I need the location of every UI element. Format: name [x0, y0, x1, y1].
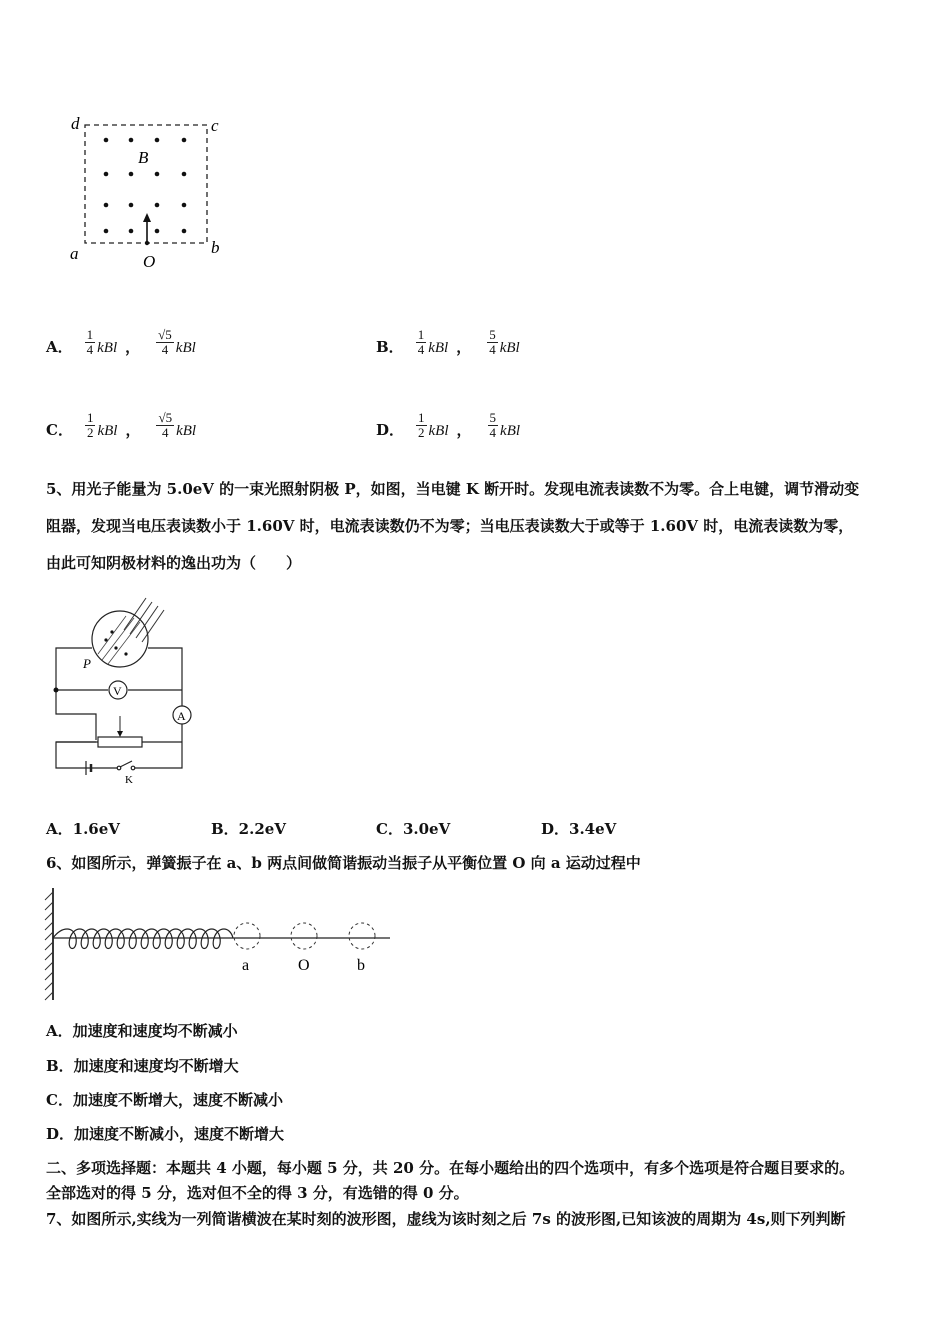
- q6-option-c[interactable]: C．加速度不断增大，速度不断减小: [46, 1091, 283, 1109]
- q4-option-c[interactable]: [46, 398, 196, 440]
- voltmeter: [109, 681, 127, 699]
- velocity-arrow: [143, 213, 151, 245]
- junction-dot: [54, 688, 59, 693]
- spring-oscillator-figure: [40, 886, 400, 1004]
- label-O: O: [143, 252, 156, 271]
- label-P: P: [83, 656, 91, 671]
- comma: ，: [456, 421, 472, 439]
- unit-kbl: kBl: [428, 340, 449, 356]
- q5-option-b[interactable]: B．2.2eV: [211, 820, 286, 838]
- magnetic-field-figure: [60, 110, 240, 275]
- q5-stem-line2: 阻器，发现当电压表读数小于 1.60V 时，电流表读数仍不为零；当电压表读数大于或等于 1.60V 时，电流表读数为零，: [46, 517, 854, 535]
- option-letter: B．: [376, 338, 404, 356]
- rheostat: [98, 716, 142, 747]
- option-letter: C．: [46, 421, 73, 439]
- unit-kbl: kBl: [97, 423, 118, 439]
- q6-option-b[interactable]: B．加速度和速度均不断增大: [46, 1057, 239, 1075]
- wall-hatch: [45, 892, 53, 1000]
- fraction: $\frac{1}{2}$: [86, 410, 94, 440]
- comma: ，: [125, 338, 141, 356]
- q4-option-a[interactable]: [46, 315, 196, 357]
- fraction: $\frac{1}{4}$: [417, 327, 425, 357]
- section2-heading-line2: 全部选对的得 5 分，选对但不全的得 3 分，有选错的得 0 分。: [46, 1184, 469, 1202]
- fraction: $\frac{√5}{4}$: [158, 327, 172, 357]
- option-letter: A．: [46, 338, 73, 356]
- q7-stem: 7、如图所示,实线为一列简谐横波在某时刻的波形图，虚线为该时刻之后 7s 的波形图,已知该波的周期为 4s,则下列判断: [46, 1210, 846, 1228]
- label-b: b: [211, 238, 220, 257]
- label-B: B: [138, 148, 149, 167]
- q5-stem-line3: 由此可知阴极材料的逸出功为（ ）: [46, 554, 302, 572]
- position-b-circle: [349, 923, 375, 949]
- label-a: a: [242, 957, 250, 974]
- label-d: d: [71, 114, 80, 133]
- position-a-circle: [234, 923, 260, 949]
- photoelectric-circuit-figure: [46, 592, 206, 792]
- fraction: $\frac{5}{4}$: [489, 410, 497, 440]
- spring: [53, 929, 233, 949]
- circuit-wires: [56, 648, 182, 768]
- fraction: $\frac{1}{4}$: [86, 327, 94, 357]
- q6-stem: 6、如图所示，弹簧振子在 a、b 两点间做简谐振动当振子从平衡位置 O 向 a 运动过程中: [46, 854, 641, 872]
- label-a: a: [70, 244, 79, 263]
- q4-option-b[interactable]: [376, 315, 520, 357]
- unit-kbl: kBl: [499, 340, 520, 356]
- comma: ，: [125, 421, 141, 439]
- label-O: O: [298, 957, 310, 974]
- unit-kbl: kBl: [428, 423, 449, 439]
- q5-stem-line1: 5、用光子能量为 5.0eV 的一束光照射阴极 P，如图，当电键 K 断开时。发现电流表读数不为零。合上电键，调节滑动变: [46, 480, 860, 498]
- unit-kbl: kBl: [175, 340, 196, 356]
- label-V: V: [113, 684, 122, 698]
- unit-kbl: kBl: [97, 340, 118, 356]
- switch-k: [117, 761, 135, 770]
- tube-hatch: [98, 616, 140, 664]
- q4-option-d[interactable]: [376, 398, 520, 440]
- label-c: c: [211, 116, 219, 135]
- q6-option-a[interactable]: A．加速度和速度均不断减小: [46, 1022, 238, 1040]
- option-letter: D．: [376, 421, 405, 439]
- q5-option-c[interactable]: C．3.0eV: [376, 820, 451, 838]
- fraction: $\frac{1}{2}$: [418, 410, 425, 440]
- fraction: $\frac{5}{4}$: [489, 327, 496, 357]
- phototube: [92, 611, 148, 667]
- unit-kbl: kBl: [500, 423, 521, 439]
- label-b: b: [357, 957, 365, 974]
- unit-kbl: kBl: [176, 423, 197, 439]
- section2-heading-line1: 二、多项选择题：本题共 4 小题，每小题 5 分，共 20 分。在每小题给出的四个选项中，有多个选项是符合题目要求的。: [46, 1159, 855, 1177]
- comma: ，: [456, 338, 472, 356]
- fraction: $\frac{√5}{4}$: [158, 410, 173, 440]
- label-K: K: [125, 774, 133, 786]
- q6-option-d[interactable]: D．加速度不断减小，速度不断增大: [46, 1125, 285, 1143]
- label-A: A: [177, 709, 186, 723]
- q5-option-d[interactable]: D．3.4eV: [541, 820, 617, 838]
- field-boundary: [85, 125, 207, 243]
- ammeter: [173, 706, 191, 724]
- position-o-circle: [291, 923, 317, 949]
- q5-option-a[interactable]: A．1.6eV: [46, 820, 120, 838]
